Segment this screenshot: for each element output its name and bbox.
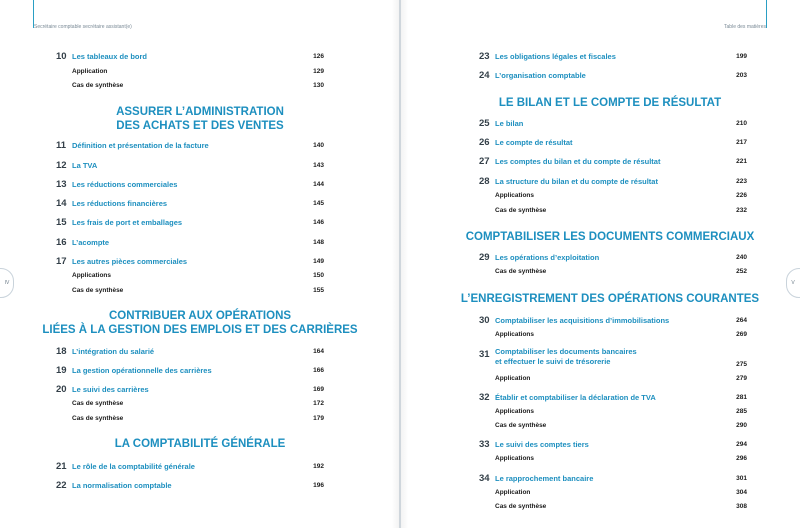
page-number: 279 <box>736 374 747 382</box>
chapter-number: 15 <box>56 216 67 228</box>
toc-sub-ch20-cas2[interactable] <box>72 412 324 424</box>
chapter-title: Les tableaux de bord <box>72 51 148 61</box>
toc-entry-ch22[interactable] <box>56 478 324 492</box>
toc-entry-ch28[interactable] <box>479 174 747 188</box>
toc-entry-ch18[interactable] <box>56 344 324 358</box>
chapter-number: 30 <box>479 314 490 326</box>
page-number: 221 <box>736 157 747 165</box>
chapter-number: 28 <box>479 175 490 187</box>
page-number: 164 <box>313 347 324 355</box>
toc-entry-ch32[interactable] <box>479 390 747 404</box>
part-title-line: L’ENREGISTREMENT DES OPÉRATIONS COURANTES <box>460 293 760 305</box>
chapter-title: Le compte de résultat <box>495 137 573 147</box>
running-head-right: Table des matières <box>724 24 766 30</box>
page-number: 143 <box>313 161 324 169</box>
toc-entry-ch15[interactable] <box>56 215 324 229</box>
chapter-number: 22 <box>56 479 67 491</box>
part-title-courantes <box>460 292 760 306</box>
chapter-title: La structure du bilan et du compte de résultat <box>495 176 658 186</box>
chapter-number: 14 <box>56 197 67 209</box>
toc-sub-ch32-cas[interactable] <box>495 419 747 431</box>
toc-entry-ch31[interactable] <box>479 347 747 369</box>
page-number: 150 <box>313 271 324 279</box>
page-number: 240 <box>736 253 747 261</box>
page-number: 144 <box>313 180 324 188</box>
page-number: 169 <box>313 385 324 393</box>
sub-title: Cas de synthèse <box>72 81 124 89</box>
toc-entry-ch21[interactable] <box>56 459 324 473</box>
chapter-title-line: et effectuer le suivi de trésorerie <box>495 357 611 366</box>
toc-sub-ch32-app[interactable] <box>495 405 747 417</box>
toc-sub-ch17-app[interactable] <box>72 269 324 281</box>
page-number: 294 <box>736 440 747 448</box>
chapter-number: 25 <box>479 117 490 129</box>
page-number: 145 <box>313 199 324 207</box>
page-number: 196 <box>313 481 324 489</box>
page-number: 192 <box>313 462 324 470</box>
chapter-number: 16 <box>56 236 67 248</box>
part-title-line: LA COMPTABILITÉ GÉNÉRALE <box>114 438 286 450</box>
toc-sub-ch20-cas1[interactable] <box>72 397 324 409</box>
chapter-title: Le suivi des comptes tiers <box>495 439 589 449</box>
toc-entry-ch27[interactable] <box>479 154 747 168</box>
chapter-title: Le rôle de la comptabilité générale <box>72 461 195 471</box>
toc-entry-ch23[interactable] <box>479 49 747 63</box>
page-number: 166 <box>313 366 324 374</box>
chapter-number: 24 <box>479 69 490 81</box>
toc-entry-ch24[interactable] <box>479 68 747 82</box>
part-title-compta <box>40 437 360 451</box>
chapter-number: 19 <box>56 364 67 376</box>
chapter-number: 26 <box>479 136 490 148</box>
sub-title: Application <box>495 374 531 382</box>
page-number: 301 <box>736 474 747 482</box>
chapter-title: La gestion opérationnelle des carrières <box>72 365 212 375</box>
part-title-achats <box>40 105 360 133</box>
toc-sub-ch31-app[interactable] <box>495 372 747 384</box>
page-number: 130 <box>313 81 324 89</box>
page-number: 308 <box>736 502 747 510</box>
sub-title: Cas de synthèse <box>72 399 124 407</box>
toc-entry-ch12[interactable] <box>56 158 324 172</box>
page-number: 232 <box>736 206 747 214</box>
sub-title: Applications <box>495 454 535 462</box>
page-number: 129 <box>313 67 324 75</box>
toc-sub-ch28-cas[interactable] <box>495 204 747 216</box>
chapter-title: Établir et comptabiliser la déclaration de TVA <box>495 392 656 402</box>
part-title-line: DES ACHATS ET DES VENTES <box>116 120 284 132</box>
part-title-line: LE BILAN ET LE COMPTE DE RÉSULTAT <box>498 97 722 109</box>
sub-title: Applications <box>72 271 112 279</box>
toc-sub-ch34-app[interactable] <box>495 486 747 498</box>
page-number: 199 <box>736 52 747 60</box>
page-number: 264 <box>736 316 747 324</box>
chapter-number: 34 <box>479 472 490 484</box>
part-title-emplois <box>40 309 360 337</box>
chapter-title: Le bilan <box>495 118 524 128</box>
sub-title: Applications <box>495 407 535 415</box>
page-number: 126 <box>313 52 324 60</box>
toc-entry-ch11[interactable] <box>56 138 324 152</box>
chapter-number: 27 <box>479 155 490 167</box>
toc-sub-ch28-app[interactable] <box>495 189 747 201</box>
chapter-number: 21 <box>56 460 67 472</box>
toc-entry-ch25[interactable] <box>479 116 747 130</box>
toc-entry-ch13[interactable] <box>56 177 324 191</box>
toc-sub-ch17-cas[interactable] <box>72 284 324 296</box>
header-rule <box>766 0 767 28</box>
page-number: 275 <box>736 361 747 368</box>
chapter-title: Les autres pièces commerciales <box>72 256 188 266</box>
part-title-bilan <box>460 96 760 110</box>
chapter-title: La normalisation comptable <box>72 480 172 490</box>
running-head-left: Secrétaire comptable secrétaire assistant(e) <box>34 24 132 30</box>
toc-entry-ch26[interactable] <box>479 135 747 149</box>
part-title-line: LIÉES À LA GESTION DES EMPLOIS ET DES CARRIÈRES <box>42 324 358 336</box>
page-number: 148 <box>313 238 324 246</box>
page-number: 285 <box>736 407 747 415</box>
toc-entry-ch20[interactable] <box>56 382 324 396</box>
chapter-number: 31 <box>479 349 490 360</box>
toc-sub-ch34-cas[interactable] <box>495 500 747 512</box>
gutter-fold <box>399 0 401 528</box>
page-number: 155 <box>313 286 324 294</box>
toc-entry-ch29[interactable] <box>479 250 747 264</box>
chapter-number: 20 <box>56 383 67 395</box>
page-number: 296 <box>736 454 747 462</box>
chapter-number: 29 <box>479 251 490 263</box>
sub-title: Applications <box>495 191 535 199</box>
folio-right: V <box>786 268 800 298</box>
toc-entry-ch19[interactable] <box>56 363 324 377</box>
toc-sub-ch30-app[interactable] <box>495 328 747 340</box>
page-number: 223 <box>736 177 747 185</box>
part-title-line: CONTRIBUER AUX OPÉRATIONS <box>108 310 292 322</box>
chapter-title-line: Comptabiliser les documents bancaires <box>495 347 637 356</box>
page-number: 252 <box>736 267 747 275</box>
sub-title: Application <box>72 67 108 75</box>
chapter-title: Les opérations d’exploitation <box>495 252 600 262</box>
chapter-number: 11 <box>56 139 67 151</box>
sub-title: Cas de synthèse <box>495 421 547 429</box>
folio-left: IV <box>0 268 14 298</box>
chapter-number: 12 <box>56 159 67 171</box>
part-title-docs <box>460 230 760 244</box>
chapter-number: 18 <box>56 345 67 357</box>
toc-sub-ch33-app[interactable] <box>495 452 747 464</box>
toc-entry-ch16[interactable] <box>56 235 324 249</box>
toc-sub-ch10-cas[interactable] <box>72 79 324 91</box>
toc-entry-ch33[interactable] <box>479 437 747 451</box>
toc-entry-ch34[interactable] <box>479 471 747 485</box>
toc-entry-ch17[interactable] <box>56 254 324 268</box>
chapter-title: Les frais de port et emballages <box>72 217 183 227</box>
toc-sub-ch29-cas[interactable] <box>495 265 747 277</box>
chapter-number: 17 <box>56 255 67 267</box>
chapter-title: La TVA <box>72 160 98 170</box>
chapter-number: 32 <box>479 391 490 403</box>
chapter-title: Le rapprochement bancaire <box>495 473 594 483</box>
page-number: 203 <box>736 71 747 79</box>
chapter-title: L’organisation comptable <box>495 70 586 80</box>
sub-title: Cas de synthèse <box>495 206 547 214</box>
sub-title: Cas de synthèse <box>72 414 124 422</box>
chapter-number: 13 <box>56 178 67 190</box>
right-page <box>400 0 800 528</box>
toc-sub-ch10-app[interactable] <box>72 65 324 77</box>
chapter-title: L’acompte <box>72 237 110 247</box>
chapter-title: Les obligations légales et fiscales <box>495 51 616 61</box>
sub-title: Cas de synthèse <box>72 286 124 294</box>
page-number: 149 <box>313 257 324 265</box>
chapter-title: Les comptes du bilan et du compte de résultat <box>495 156 661 166</box>
page-number: 146 <box>313 218 324 226</box>
sub-title: Cas de synthèse <box>495 502 547 510</box>
page-number: 179 <box>313 414 324 422</box>
chapter-number: 33 <box>479 438 490 450</box>
page-number: 304 <box>736 488 747 496</box>
chapter-number: 10 <box>56 50 67 62</box>
page-number: 210 <box>736 119 747 127</box>
page-number: 226 <box>736 191 747 199</box>
chapter-title: L’intégration du salarié <box>72 346 155 356</box>
chapter-number: 23 <box>479 50 490 62</box>
sub-title: Application <box>495 488 531 496</box>
part-title-line: COMPTABILISER LES DOCUMENTS COMMERCIAUX <box>465 231 755 243</box>
page-number: 217 <box>736 138 747 146</box>
toc-entry-ch14[interactable] <box>56 196 324 210</box>
chapter-title: Définition et présentation de la facture <box>72 140 209 150</box>
chapter-title: Comptabiliser les acquisitions d’immobilisations <box>495 315 670 325</box>
chapter-title: Les réductions financières <box>72 198 168 208</box>
toc-entry-ch10[interactable] <box>56 49 324 63</box>
page-number: 290 <box>736 421 747 429</box>
toc-entry-ch30[interactable] <box>479 313 747 327</box>
page-number: 269 <box>736 330 747 338</box>
sub-title: Applications <box>495 330 535 338</box>
sub-title: Cas de synthèse <box>495 267 547 275</box>
page-number: 140 <box>313 141 324 149</box>
chapter-title: Le suivi des carrières <box>72 384 149 394</box>
chapter-title: Les réductions commerciales <box>72 179 178 189</box>
part-title-line: ASSURER L’ADMINISTRATION <box>116 106 284 118</box>
chapter-title <box>495 347 717 367</box>
page-number: 281 <box>736 393 747 401</box>
page-number: 172 <box>313 399 324 407</box>
